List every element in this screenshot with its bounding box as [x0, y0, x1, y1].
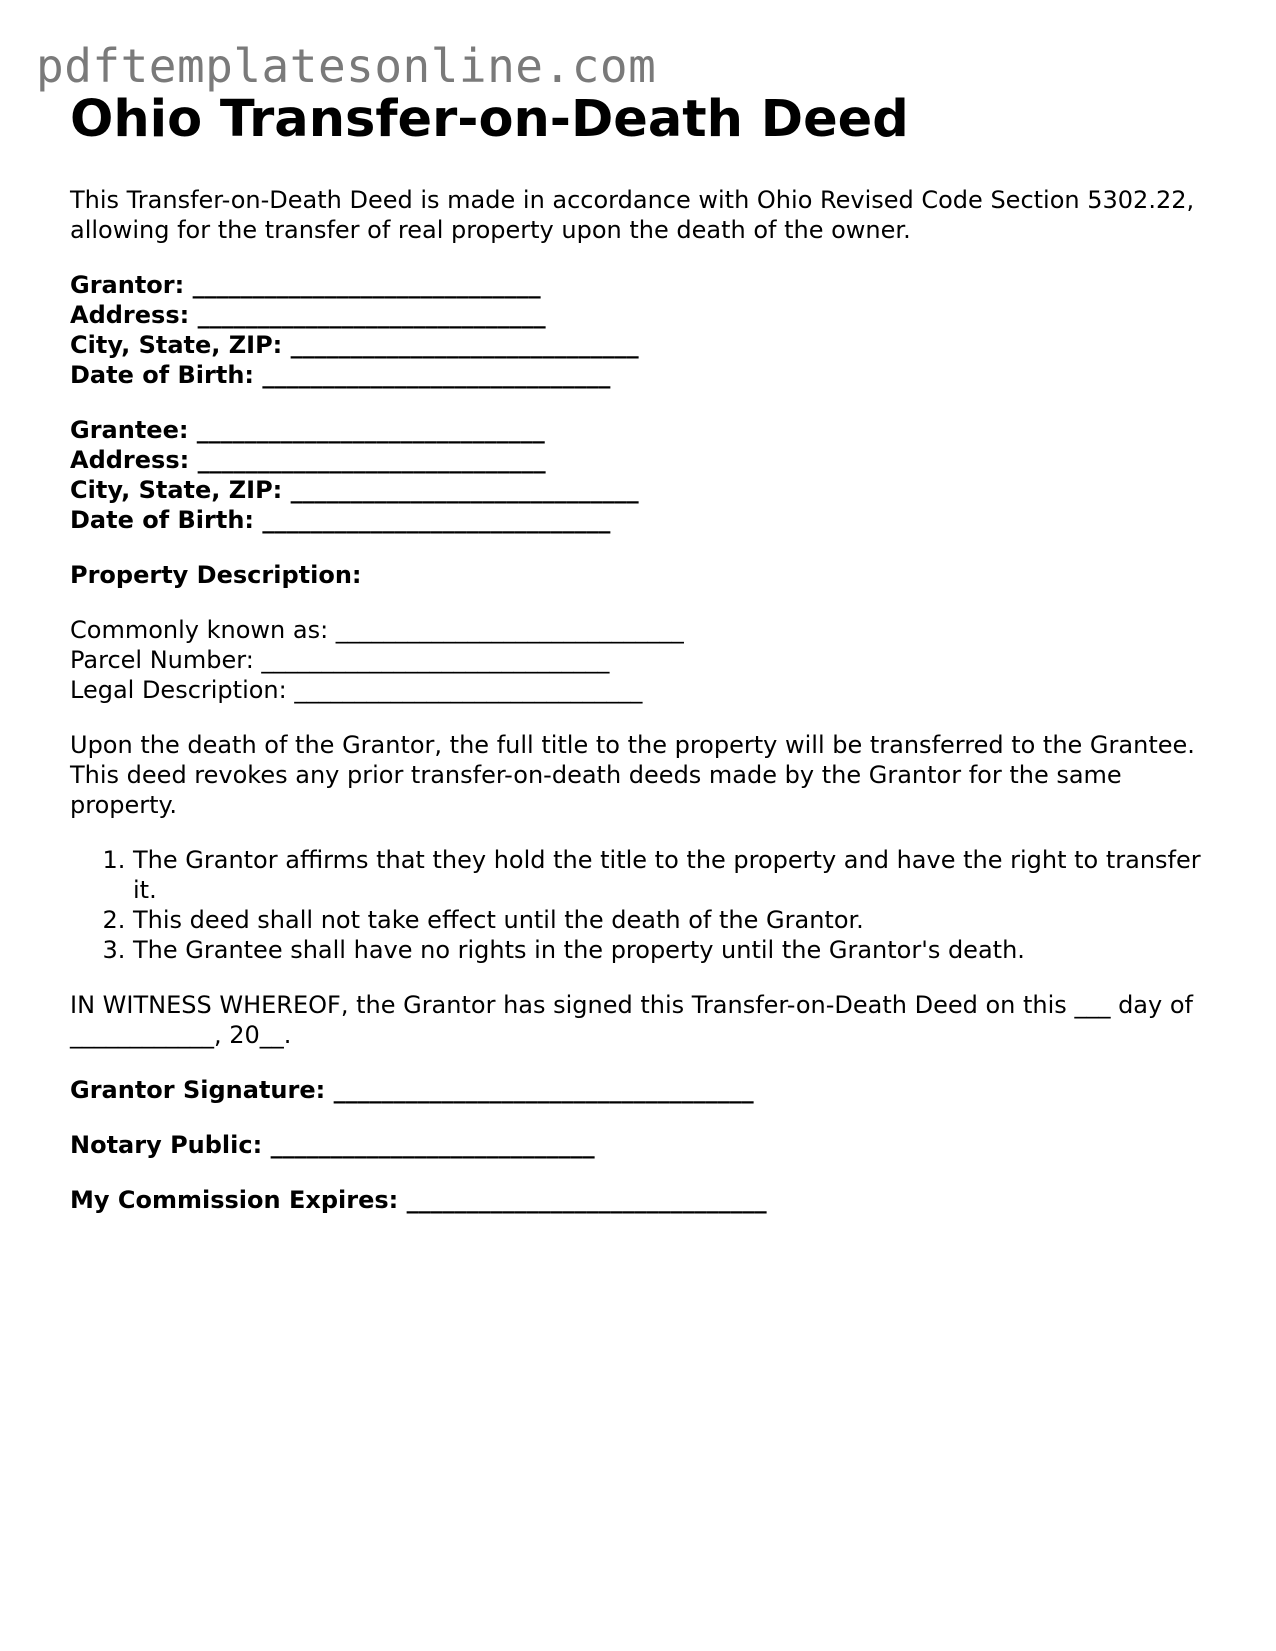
- list-item: 3. The Grantee shall have no rights in the property until the Grantor's death.: [133, 935, 1220, 965]
- grantee-name-field[interactable]: Grantee: _____________________________: [70, 416, 545, 444]
- grantee-address-field[interactable]: Address: _____________________________: [70, 446, 546, 474]
- property-section: [70, 615, 1220, 705]
- grantee-section: [70, 415, 1220, 535]
- grantee-dob-field[interactable]: Date of Birth: _____________________________: [70, 506, 611, 534]
- grantor-address-field[interactable]: Address: _____________________________: [70, 301, 546, 329]
- watermark: pdftemplatesonline.com: [36, 39, 657, 93]
- grantor-signature-field[interactable]: Grantor Signature: ___________________________________: [70, 1076, 754, 1104]
- document: [70, 88, 1220, 1215]
- document-title: Ohio Transfer-on-Death Deed: [70, 90, 909, 149]
- transfer-paragraph: Upon the death of the Grantor, the full title to the property will be transferred to the Grantee. This deed revokes any prior transfer-on-death deeds made by the Grantor for the same property.: [70, 731, 1195, 819]
- grantor-dob-field[interactable]: Date of Birth: _____________________________: [70, 361, 611, 389]
- grantor-section: [70, 270, 1220, 390]
- notary-public-field[interactable]: Notary Public: ___________________________: [70, 1131, 595, 1159]
- property-known-as-field[interactable]: Commonly known as: _____________________________: [70, 616, 684, 644]
- property-parcel-field[interactable]: Parcel Number: _____________________________: [70, 646, 610, 674]
- grantor-city-field[interactable]: City, State, ZIP: _____________________________: [70, 331, 639, 359]
- property-legal-field[interactable]: Legal Description: _____________________________: [70, 676, 643, 704]
- commission-expires-field[interactable]: My Commission Expires: ______________________________: [70, 1186, 767, 1214]
- grantor-name-field[interactable]: Grantor: _____________________________: [70, 271, 541, 299]
- property-heading: Property Description:: [70, 561, 362, 589]
- intro-paragraph: This Transfer-on-Death Deed is made in accordance with Ohio Revised Code Section 5302.22, allowing for the transfer of real property upon the death of the owner.: [70, 186, 1195, 244]
- terms-list: [70, 845, 1220, 965]
- witness-paragraph: IN WITNESS WHEREOF, the Grantor has signed this Transfer-on-Death Deed on this ___ day of ____________, 20__.: [70, 991, 1193, 1049]
- grantee-city-field[interactable]: City, State, ZIP: _____________________________: [70, 476, 639, 504]
- list-item: 1. The Grantor affirms that they hold the title to the property and have the right to transfer it.: [133, 845, 1220, 905]
- list-item: 2. This deed shall not take effect until the death of the Grantor.: [133, 905, 1220, 935]
